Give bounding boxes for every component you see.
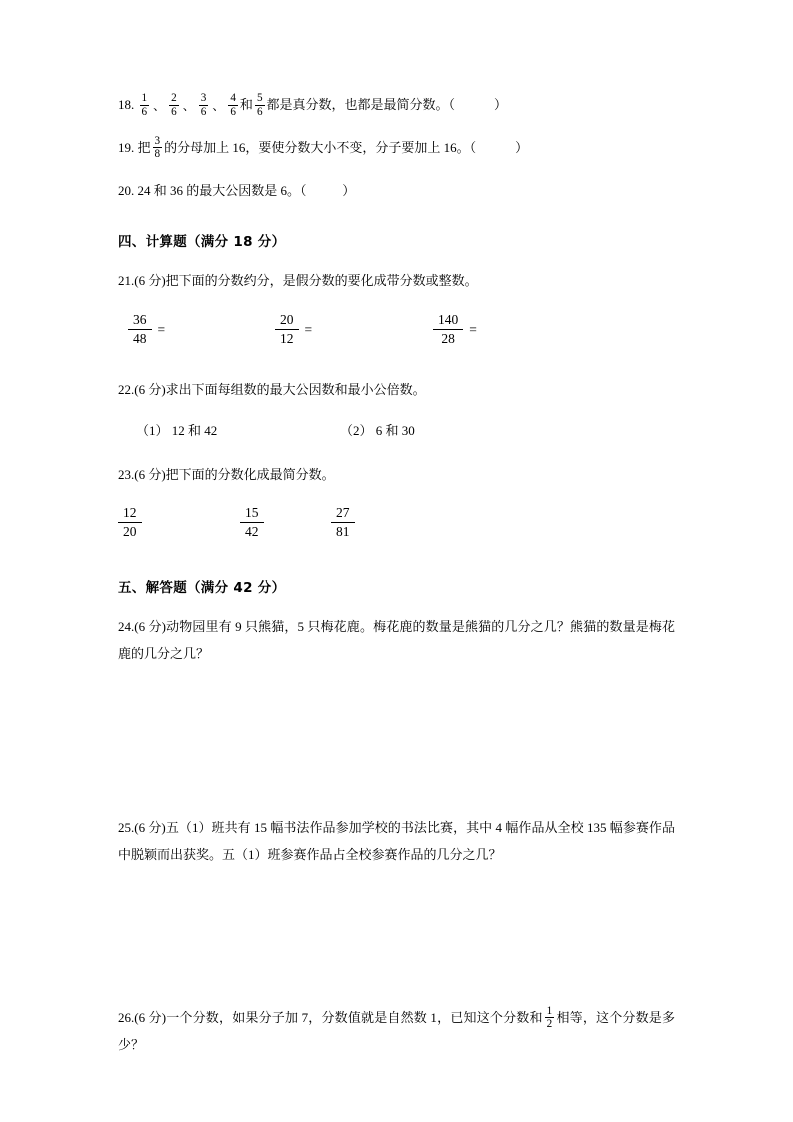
fraction-140-28 bbox=[433, 311, 463, 348]
fraction-numerator: 4 bbox=[230, 92, 236, 104]
equals-sign: = bbox=[469, 321, 477, 337]
question-26-dot: . bbox=[131, 1009, 135, 1025]
fraction-numerator: 27 bbox=[331, 504, 355, 523]
fraction-denominator: 2 bbox=[546, 1018, 553, 1031]
fraction-numerator: 15 bbox=[240, 504, 264, 523]
fraction-numerator: 140 bbox=[433, 311, 463, 330]
fraction-numerator: 36 bbox=[128, 311, 152, 330]
question-19-number: 19 bbox=[118, 139, 131, 155]
fraction-denominator: 6 bbox=[230, 105, 236, 118]
fraction-denominator: 28 bbox=[441, 331, 455, 347]
fraction-27-81 bbox=[331, 504, 355, 541]
question-20 bbox=[118, 178, 675, 205]
question-25-dot: . bbox=[131, 820, 135, 836]
question-21-number: 21 bbox=[118, 273, 131, 289]
fraction-20-12 bbox=[275, 311, 299, 348]
q22-item-1: （1） 12 和 42 bbox=[136, 422, 218, 438]
question-19-dot: . bbox=[131, 139, 135, 155]
q21-item-3 bbox=[433, 311, 477, 348]
fraction-3-8 bbox=[153, 135, 163, 161]
question-25-score: (6 分) bbox=[134, 820, 166, 836]
question-23-items bbox=[118, 504, 675, 550]
question-25-number: 25 bbox=[118, 820, 131, 836]
q23-item-2 bbox=[240, 504, 264, 541]
q22-item-2: （2） 6 和 30 bbox=[340, 422, 415, 438]
question-23-text: 把下面的分数化成最简分数。 bbox=[165, 466, 335, 482]
answer-blank[interactable] bbox=[455, 97, 494, 112]
q23-item-1 bbox=[118, 504, 142, 541]
fraction-denominator: 12 bbox=[280, 331, 294, 347]
question-24-dot: . bbox=[131, 619, 135, 635]
conjunction-he: 和 bbox=[239, 97, 253, 113]
question-23-dot: . bbox=[131, 466, 135, 482]
fraction-numerator: 1 bbox=[141, 92, 148, 104]
fraction-separator: 、 bbox=[153, 98, 166, 113]
answer-blank[interactable] bbox=[476, 140, 515, 155]
question-18-tail: ） bbox=[494, 97, 508, 113]
question-23-number: 23 bbox=[118, 466, 131, 482]
question-22-items bbox=[118, 420, 675, 444]
fraction-separator: 、 bbox=[182, 98, 195, 113]
fraction-numerator: 12 bbox=[118, 504, 142, 523]
equals-sign: = bbox=[157, 321, 166, 337]
question-21-score: (6 分) bbox=[134, 273, 166, 289]
fraction-denominator: 42 bbox=[245, 524, 259, 540]
question-20-dot: . bbox=[131, 182, 135, 198]
question-24-text: 动物园里有 9 只熊猫，5 只梅花鹿。梅花鹿的数量是熊猫的几分之几？熊猫的数量是梅花鹿的几分之几？ bbox=[118, 619, 675, 661]
question-26-number: 26 bbox=[118, 1009, 131, 1025]
question-20-number: 20 bbox=[118, 182, 131, 198]
question-22 bbox=[118, 377, 675, 404]
question-18 bbox=[118, 92, 675, 119]
question-26 bbox=[118, 1005, 675, 1058]
fraction-numerator: 5 bbox=[256, 92, 263, 104]
q21-item-2 bbox=[275, 311, 312, 348]
fraction-5-6 bbox=[255, 92, 265, 118]
q23-item-3 bbox=[331, 504, 355, 541]
question-26-text-after: 相等，这个分数是多少？ bbox=[118, 1009, 675, 1052]
question-25-answer-area[interactable] bbox=[118, 885, 675, 1005]
question-26-score: (6 分) bbox=[134, 1009, 167, 1025]
fraction-numerator: 2 bbox=[171, 92, 177, 104]
question-22-score: (6 分) bbox=[134, 381, 166, 397]
question-25 bbox=[118, 815, 675, 868]
equals-sign: = bbox=[304, 321, 313, 337]
question-18-text: 都是真分数，也都是最简分数。（ bbox=[266, 97, 456, 113]
fraction-denominator: 6 bbox=[141, 105, 148, 118]
question-24-number: 24 bbox=[118, 619, 131, 635]
fraction-numerator: 1 bbox=[546, 1004, 553, 1017]
question-21-dot: . bbox=[131, 273, 135, 289]
question-23 bbox=[118, 462, 675, 489]
section-heading-5: 五、解答题（满分 42 分） bbox=[118, 580, 286, 597]
question-19 bbox=[118, 135, 675, 162]
fraction-numerator: 3 bbox=[200, 92, 207, 104]
fraction-separator: 、 bbox=[212, 98, 225, 113]
fraction-1-2 bbox=[545, 1005, 555, 1031]
question-23-score: (6 分) bbox=[134, 466, 166, 482]
question-22-dot: . bbox=[131, 381, 135, 397]
question-18-number: 18 bbox=[118, 97, 131, 113]
fraction-2-6 bbox=[169, 92, 179, 118]
question-20-text: 24 和 36 的最大公因数是 6。（ bbox=[137, 182, 307, 198]
question-19-text-after: 的分母加上 16，要使分数大小不变，分子要加上 16。（ bbox=[164, 139, 477, 155]
fraction-36-48 bbox=[128, 311, 152, 348]
question-18-dot: . bbox=[131, 97, 135, 113]
q21-item-1 bbox=[128, 311, 165, 348]
question-21-text: 把下面的分数约分，是假分数的要化成带分数或整数。 bbox=[165, 273, 478, 289]
fraction-numerator: 3 bbox=[154, 134, 161, 147]
section-heading-4: 四、计算题（满分 18 分） bbox=[118, 234, 286, 251]
question-24-answer-area[interactable] bbox=[118, 683, 675, 815]
fraction-denominator: 6 bbox=[171, 105, 177, 118]
fraction-15-42 bbox=[240, 504, 264, 541]
question-26-text-before: 一个分数，如果分子加 7，分数值就是自然数 1，已知这个分数和 bbox=[166, 1009, 543, 1025]
fraction-3-6 bbox=[199, 92, 209, 118]
question-21-items bbox=[118, 311, 675, 357]
fraction-numerator: 20 bbox=[275, 311, 299, 330]
question-21 bbox=[118, 268, 675, 295]
fraction-denominator: 48 bbox=[133, 331, 147, 347]
question-24 bbox=[118, 614, 675, 667]
question-19-tail: ） bbox=[515, 139, 529, 155]
question-19-text-before: 把 bbox=[137, 139, 151, 155]
question-24-score: (6 分) bbox=[134, 619, 166, 635]
fraction-denominator: 6 bbox=[200, 105, 207, 118]
fraction-denominator: 6 bbox=[256, 105, 263, 118]
fraction-denominator: 81 bbox=[336, 524, 350, 540]
fraction-12-20 bbox=[118, 504, 142, 541]
fraction-denominator: 20 bbox=[123, 524, 137, 540]
answer-blank[interactable] bbox=[307, 183, 343, 198]
fraction-4-6 bbox=[228, 92, 238, 118]
question-22-number: 22 bbox=[118, 381, 131, 397]
question-22-text: 求出下面每组数的最大公因数和最小公倍数。 bbox=[165, 381, 426, 397]
fraction-1-6 bbox=[140, 92, 150, 118]
question-20-tail: ） bbox=[342, 182, 356, 198]
fraction-denominator: 8 bbox=[154, 148, 161, 161]
question-25-text: 五（1）班共有 15 幅书法作品参加学校的书法比赛，其中 4 幅作品从全校 135 幅参赛作品中脱颖而出获奖。五（1）班参赛作品占全校参赛作品的几分之几？ bbox=[118, 820, 675, 863]
